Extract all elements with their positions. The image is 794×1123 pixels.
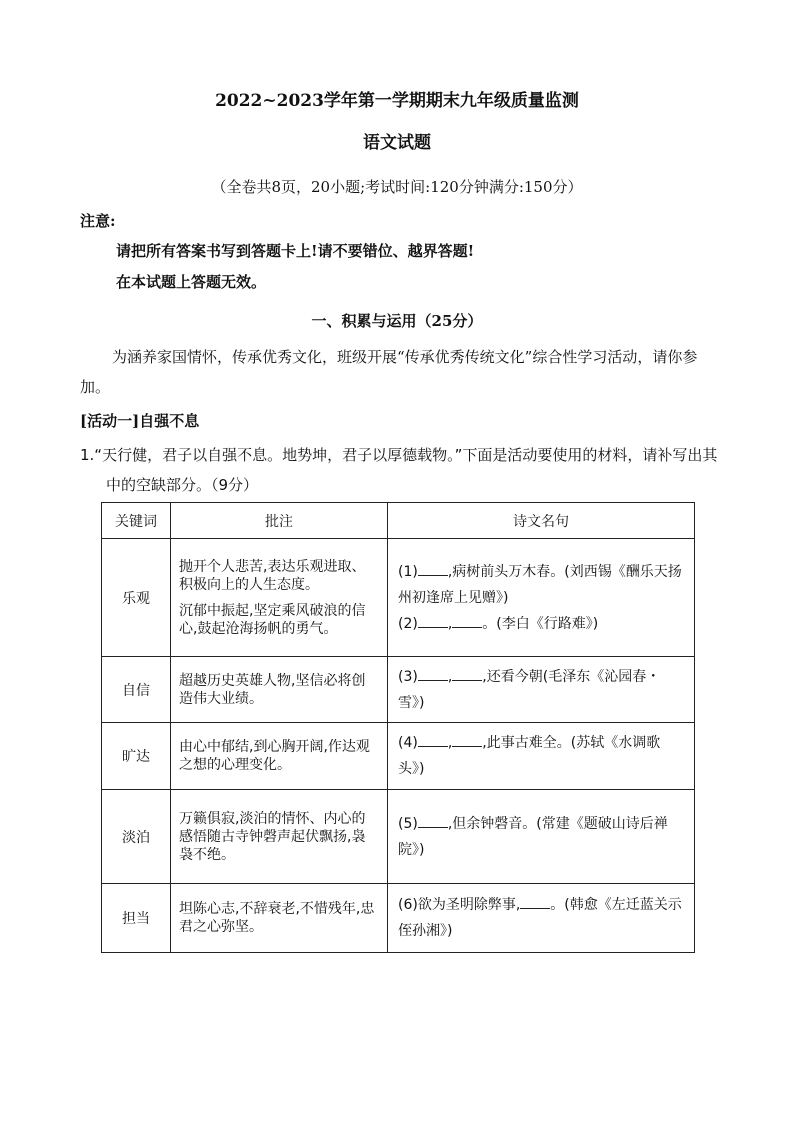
answer-blank[interactable]	[418, 815, 448, 828]
poetry-table	[101, 502, 695, 953]
answer-blank[interactable]	[418, 734, 448, 747]
table-row	[102, 539, 695, 657]
row-keyword: 担当	[102, 884, 171, 953]
header-notes: 批注	[171, 503, 388, 539]
answer-blank[interactable]	[452, 615, 482, 628]
poem-line: (1) ,病树前头万木春。(刘西锡《酬乐天扬州初逢席上见赠》)	[398, 563, 682, 606]
header-keyword: 关键词	[102, 503, 171, 539]
note-text: 坦陈心志,不辞衰老,不惜残年,忠君之心弥坚。	[179, 901, 375, 935]
note-text: 超越历史英雄人物,坚信必将创造伟大业绩。	[179, 672, 366, 707]
poem-line: (3) , ,还看今朝(毛泽东《沁园春・雪》)	[398, 668, 661, 711]
row-keyword: 乐观	[102, 539, 171, 657]
row-keyword: 自信	[102, 657, 171, 723]
activity-heading: [活动一]自强不息	[80, 412, 200, 430]
table-header-row	[102, 503, 695, 539]
notice-label: 注意:	[80, 212, 116, 230]
question-1-text: 1.“天行健，君子以自强不息。地势坤，君子以厚德载物。”下面是活动要使用的材料，请补写出其中的空缺部分。（9分）	[80, 446, 718, 494]
row-poem	[388, 790, 695, 884]
poem-line: (5) ,但余钟磬音。(常建《题破山诗后禅院》)	[398, 815, 668, 858]
table-row	[102, 723, 695, 790]
row-notes	[171, 657, 388, 723]
row-notes	[171, 723, 388, 790]
row-notes	[171, 884, 388, 953]
header-poems: 诗文名句	[388, 503, 695, 539]
answer-blank[interactable]	[452, 668, 482, 681]
poem-line: (6)欲为圣明除弊事, 。(韩愈《左迁蓝关示侄孙湘》)	[398, 897, 682, 939]
answer-blank[interactable]	[418, 563, 448, 576]
answer-blank[interactable]	[418, 615, 448, 628]
answer-blank[interactable]	[452, 734, 482, 747]
row-poem	[388, 539, 695, 657]
note-text: 由心中郁结,到心胸开阔,作达观之想的心理变化。	[179, 739, 370, 773]
row-poem	[388, 884, 695, 953]
section-intro: 为涵养家国情怀，传承优秀文化，班级开展“传承优秀传统文化”综合性学习活动，请你参加。	[80, 348, 698, 396]
answer-blank[interactable]	[520, 896, 550, 909]
poem-line: (2) , 。(李白《行路难》)	[398, 615, 599, 632]
poem-line: (4) , ,此事古难全。(苏轼《水调歌头》)	[398, 735, 661, 777]
question-1	[80, 440, 720, 500]
table-row	[102, 884, 695, 953]
exam-subtitle: 语文试题	[363, 133, 431, 153]
row-poem	[388, 657, 695, 723]
table-row	[102, 657, 695, 723]
row-poem	[388, 723, 695, 790]
row-notes	[171, 790, 388, 884]
table-row	[102, 790, 695, 884]
note-text: 沉郁中振起,坚定乘风破浪的信心,鼓起沧海扬帆的勇气。	[179, 602, 366, 637]
note-text: 抛开个人悲苦,表达乐观进取、积极向上的人生态度。	[179, 558, 366, 593]
note-text: 万籁俱寂,淡泊的情怀、内心的感悟随古寺钟磬声起伏飘扬,袅袅不绝。	[179, 810, 366, 863]
section-title: 一、积累与运用（25分）	[311, 312, 483, 330]
row-keyword: 旷达	[102, 723, 171, 790]
notice-line-1: 请把所有答案书写到答题卡上!请不要错位、越界答题!	[116, 242, 475, 260]
row-notes	[171, 539, 388, 657]
exam-info: （全卷共8页，20小题;考试时间:120分钟满分:150分）	[211, 178, 583, 196]
exam-title: 2022~2023学年第一学期期末九年级质量监测	[215, 91, 579, 111]
answer-blank[interactable]	[418, 668, 448, 681]
row-keyword: 淡泊	[102, 790, 171, 884]
notice-line-2: 在本试题上答题无效。	[116, 273, 267, 291]
